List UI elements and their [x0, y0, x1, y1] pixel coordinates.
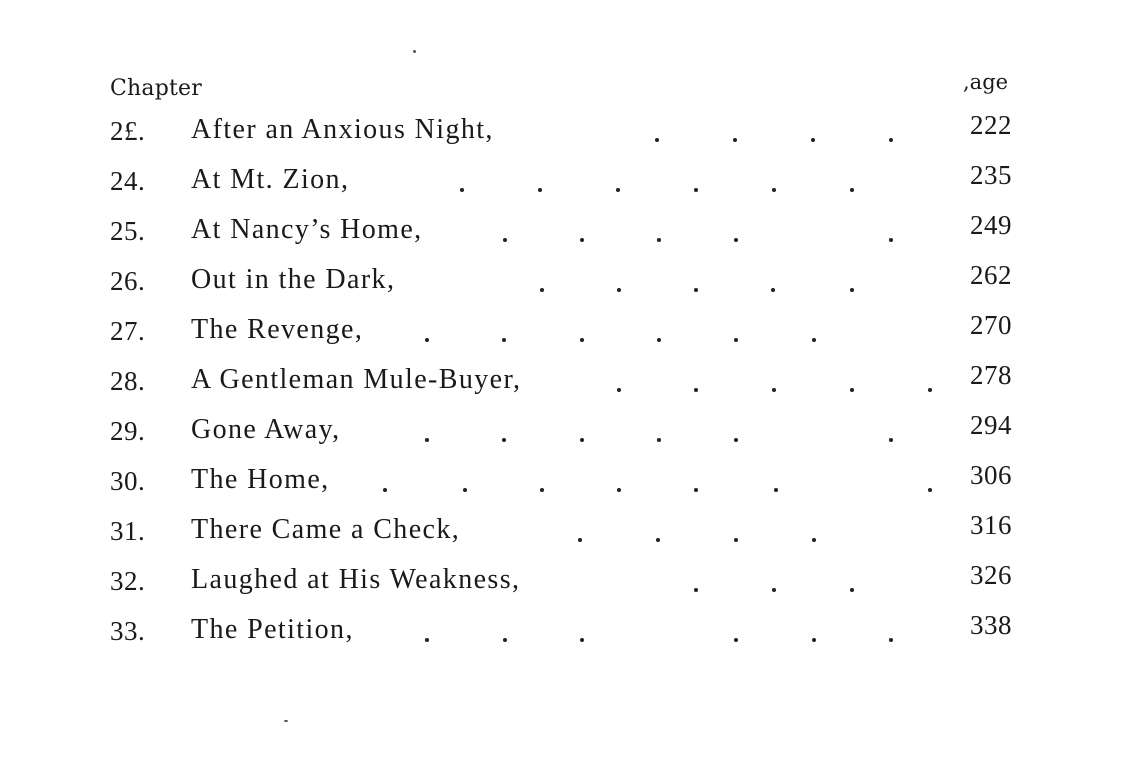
page-number: 316 — [970, 510, 1012, 540]
chapter-number: 24. — [110, 166, 146, 196]
chapter-number: 31. — [110, 516, 146, 546]
chapter-number: 29. — [110, 416, 146, 446]
ink-speck — [284, 720, 288, 722]
toc-entry — [0, 510, 1140, 560]
leader-dot — [657, 438, 661, 442]
chapter-title: At Nancy’s Home, — [191, 214, 423, 245]
leader-dot — [502, 438, 506, 442]
leader-dot — [617, 488, 621, 492]
chapter-title: The Petition, — [191, 614, 354, 645]
page-number: 249 — [970, 210, 1012, 240]
chapter-number: 28. — [110, 366, 146, 396]
leader-dot — [734, 638, 738, 642]
leader-dot — [503, 638, 507, 642]
leader-dot — [850, 188, 854, 192]
chapter-title: There Came a Check, — [191, 514, 461, 545]
toc-entry — [0, 210, 1140, 260]
ink-speck — [413, 50, 416, 53]
page-number: 326 — [970, 560, 1012, 590]
leader-dot — [580, 338, 584, 342]
page-number: 262 — [970, 260, 1012, 290]
leader-dot — [540, 288, 544, 292]
page-number: 235 — [970, 160, 1012, 190]
chapter-title: Laughed at His Weakness, — [191, 564, 521, 595]
leader-dot — [772, 388, 776, 392]
chapter-title: The Revenge, — [191, 314, 364, 345]
leader-dot — [850, 388, 854, 392]
leader-dot — [812, 338, 816, 342]
chapter-number: 2£. — [110, 116, 146, 146]
leader-dot — [734, 538, 738, 542]
leader-dot — [383, 488, 387, 492]
leader-dot — [772, 188, 776, 192]
chapter-number: 32. — [110, 566, 146, 596]
leader-dot — [889, 138, 893, 142]
leader-dot — [655, 138, 659, 142]
toc-entry — [0, 260, 1140, 310]
chapter-column-header: Chapter — [110, 76, 202, 101]
leader-dot — [928, 388, 932, 392]
page-number: 306 — [970, 460, 1012, 490]
page-number: 222 — [970, 110, 1012, 140]
leader-dot — [694, 588, 698, 592]
leader-dot — [425, 338, 429, 342]
chapter-number: 27. — [110, 316, 146, 346]
toc-entry — [0, 610, 1140, 660]
page-number: 270 — [970, 310, 1012, 340]
leader-dot — [616, 188, 620, 192]
leader-dot — [774, 488, 778, 492]
chapter-number: 25. — [110, 216, 146, 246]
chapter-title: At Mt. Zion, — [191, 164, 350, 195]
toc-entry — [0, 410, 1140, 460]
leader-dot — [617, 388, 621, 392]
leader-dot — [850, 588, 854, 592]
leader-dot — [889, 238, 893, 242]
leader-dot — [889, 438, 893, 442]
leader-dot — [617, 288, 621, 292]
leader-dot — [772, 588, 776, 592]
chapter-number: 33. — [110, 616, 146, 646]
leader-dot — [694, 388, 698, 392]
leader-dot — [771, 288, 775, 292]
leader-dot — [734, 338, 738, 342]
leader-dot — [694, 288, 698, 292]
leader-dot — [889, 638, 893, 642]
toc-entry — [0, 360, 1140, 410]
chapter-title: The Home, — [191, 464, 330, 495]
page-column-header: ,age — [963, 70, 1009, 94]
leader-dot — [425, 438, 429, 442]
chapter-title: A Gentleman Mule-Buyer, — [191, 364, 522, 395]
toc-entry — [0, 460, 1140, 510]
leader-dot — [812, 638, 816, 642]
leader-dot — [503, 238, 507, 242]
leader-dot — [463, 488, 467, 492]
leader-dot — [734, 438, 738, 442]
page-number: 294 — [970, 410, 1012, 440]
page-number: 278 — [970, 360, 1012, 390]
leader-dot — [538, 188, 542, 192]
leader-dot — [656, 538, 660, 542]
chapter-number: 26. — [110, 266, 146, 296]
leader-dot — [812, 538, 816, 542]
table-of-contents — [0, 110, 1140, 660]
leader-dot — [578, 538, 582, 542]
leader-dot — [811, 138, 815, 142]
toc-entry — [0, 160, 1140, 210]
leader-dot — [657, 238, 661, 242]
chapter-number: 30. — [110, 466, 146, 496]
leader-dot — [657, 338, 661, 342]
toc-entry — [0, 110, 1140, 160]
leader-dot — [734, 238, 738, 242]
leader-dot — [580, 638, 584, 642]
leader-dot — [502, 338, 506, 342]
leader-dot — [694, 488, 698, 492]
leader-dot — [425, 638, 429, 642]
leader-dot — [580, 438, 584, 442]
chapter-title: Out in the Dark, — [191, 264, 396, 295]
leader-dot — [540, 488, 544, 492]
chapter-title: Gone Away, — [191, 414, 341, 445]
toc-entry — [0, 560, 1140, 610]
toc-entry — [0, 310, 1140, 360]
leader-dot — [850, 288, 854, 292]
leader-dot — [460, 188, 464, 192]
chapter-title: After an Anxious Night, — [191, 114, 494, 145]
leader-dot — [733, 138, 737, 142]
leader-dot — [580, 238, 584, 242]
page-number: 338 — [970, 610, 1012, 640]
leader-dot — [694, 188, 698, 192]
leader-dot — [928, 488, 932, 492]
